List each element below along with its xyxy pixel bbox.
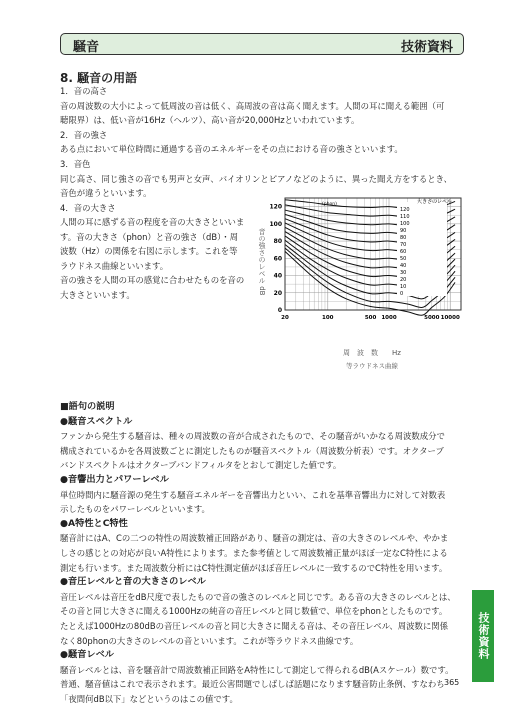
text-line: 音圧レベルは音圧をdB尺度で表したもので音の強さのレベルと同じです。ある音の大きさのレベルとは、 bbox=[60, 591, 456, 602]
phon-label: 70 bbox=[400, 242, 407, 248]
phon-label: 10 bbox=[400, 284, 407, 290]
y-tick-label: 120 bbox=[269, 203, 282, 211]
x-axis-label: 周 波 数 Hz bbox=[343, 349, 401, 357]
text-line: 単位時間内に騒音源の発生する騒音エネルギーを音響出力といい、これを基準音響出力に対して対数表 bbox=[60, 489, 446, 500]
text-line: ある点において単位時間に通過する音のエネルギーをその点における音の強さといいます。 bbox=[60, 144, 403, 155]
y-tick-label: 20 bbox=[273, 289, 282, 297]
text-line: 測定も行います。また周波数分析にはC特性測定値がほぼ音圧レベルに一致するのでC特性を用います。 bbox=[60, 562, 448, 573]
text-line: 音の強さを人間の耳の感覚に合わせたものを音の bbox=[60, 275, 245, 286]
phon-label: 90 bbox=[400, 228, 407, 234]
y-tick-label: 0 bbox=[277, 307, 282, 314]
text-line: 示したものをパワーレベルといいます。 bbox=[60, 504, 210, 515]
x-tick-labels bbox=[281, 315, 460, 321]
x-tick-label: 500 bbox=[364, 315, 377, 321]
text-line: 構成されているかを各周波数ごとに測定したものが騒音スペクトル（周波数分析表）です。オクターブ bbox=[60, 445, 444, 456]
text-line: 人間の耳に感ずる音の程度を音の大きさといいま bbox=[60, 217, 245, 227]
text-line: 騒音計にはA、Cの二つの特性の周波数補正回路があり、騒音の測定は、音の大きさのレベルや、やかま bbox=[60, 533, 449, 544]
x-tick-label: 1000 bbox=[381, 315, 397, 321]
phon-label: 0 bbox=[400, 291, 404, 297]
y-tick-label: 60 bbox=[273, 255, 282, 263]
glossary-heading: ●音響出力とパワーレベル bbox=[60, 474, 169, 485]
text-line: 聴限界）は、低い音が16Hz（ヘルツ）、高い音が20,000Hzといわれています。 bbox=[60, 115, 360, 126]
glossary-heading: ●音圧レベルと音の大きさのレベル bbox=[60, 576, 206, 588]
phon-unit-label: (phon) bbox=[322, 202, 337, 207]
phon-label: 80 bbox=[400, 235, 407, 241]
y-tick-label: 80 bbox=[273, 238, 282, 246]
text-line: その音と同じ大きさに聞える1000Hzの純音の音圧レベルと同じ数値で、単位をphonとしたものです。 bbox=[60, 606, 448, 617]
text-line: 騒音レベルとは、音を騒音計で周波数補正回路をA特性にして測定して得られるdB(Aスケール）数です。 bbox=[60, 664, 454, 675]
side-tab: 技術資料 bbox=[472, 590, 494, 682]
y-tick-label: 40 bbox=[273, 272, 282, 280]
glossary-heading: ●騒音スペクトル bbox=[60, 415, 133, 427]
phon-label: 60 bbox=[400, 249, 407, 255]
y-tick-label: 100 bbox=[269, 220, 282, 228]
page-number: 365 bbox=[444, 678, 460, 687]
y-tick-labels bbox=[269, 204, 282, 314]
text-line: なく80phonの大きさのレベルの音といいます。これが等ラウドネス曲線です。 bbox=[60, 635, 359, 646]
phon-label: 120 bbox=[400, 207, 410, 213]
text-line: ラウドネス曲線といいます。 bbox=[60, 260, 169, 271]
text-line: 「夜間何dB以下」などというのはこの値です。 bbox=[60, 694, 238, 704]
chart-caption: 等ラウドネス曲線 bbox=[346, 362, 398, 370]
phon-label: 100 bbox=[400, 221, 410, 227]
y-axis-label: 音の強さのレベル dB bbox=[258, 228, 266, 296]
text-line: 1．音の高さ bbox=[60, 86, 108, 96]
text-line: 4．音の大きさ bbox=[60, 202, 116, 213]
text-line: 普通、騒音値はこれで表示されます。最近公害問題でしばしば話題になります騒音防止条例、すなわち bbox=[60, 679, 445, 690]
phon-title: 大きさのレベル bbox=[416, 199, 452, 205]
text-line: 2．音の強さ bbox=[60, 129, 108, 140]
text-line: ファンから発生する騒音は、種々の周波数の音が合成されたもので、その騒音がいかなる周波数成分で bbox=[60, 431, 445, 442]
glossary-heading: ●A特性とC特性 bbox=[60, 517, 128, 529]
page-header bbox=[60, 33, 464, 55]
header-title-right: 技術資料 bbox=[400, 40, 453, 55]
text-line: 音の周波数の大小によって低周波の音は低く、高周波の音は高く聞えます。人間の耳に聞える範囲（可 bbox=[60, 100, 445, 111]
equal-loudness-chart bbox=[252, 192, 467, 377]
text-line: 音色が違うといいます。 bbox=[60, 188, 152, 199]
glossary-heading: ●騒音レベル bbox=[60, 649, 114, 661]
x-tick-label: 10000 bbox=[440, 315, 460, 321]
phon-label: 20 bbox=[400, 277, 407, 283]
text-line: 大きさといいます。 bbox=[60, 290, 135, 300]
x-tick-label: 5000 bbox=[424, 315, 440, 321]
phon-label: 30 bbox=[400, 270, 407, 276]
text-line: バンドスペクトルはオクターブバンドフィルタをとおして測定した値です。 bbox=[60, 460, 342, 471]
section-title: 8. 騒音の用語 bbox=[60, 71, 138, 85]
text-line: たとえば1000Hzの80dBの音圧レベルの音と同じ大きさに聞える音は、その音圧レベル、周波数に関係 bbox=[60, 621, 449, 631]
text-line: 波数（Hz）の関係を右図に示します。これを等 bbox=[60, 246, 238, 257]
x-tick-label: 20 bbox=[281, 315, 289, 321]
x-tick-label: 100 bbox=[322, 315, 334, 321]
phon-label: 50 bbox=[400, 256, 407, 262]
glossary-title: ■語句の説明 bbox=[60, 401, 115, 412]
text-line: す。音の大きさ（phon）と音の強さ（dB）・周 bbox=[60, 231, 239, 242]
text-line: 3．音色 bbox=[60, 159, 91, 169]
text-line: しさの感じとの対応が良いA特性によります。また参考値として周波数補正量がほぼ一定なC特性による bbox=[60, 548, 448, 558]
phon-label: 40 bbox=[400, 263, 407, 269]
text-line: 同じ高さ、同じ強さの音でも男声と女声、バイオリンとピアノなどのように、異った聞え方をするとき、 bbox=[60, 173, 453, 184]
phon-label: 110 bbox=[400, 214, 410, 220]
header-title-left: 騒音 bbox=[73, 40, 100, 55]
